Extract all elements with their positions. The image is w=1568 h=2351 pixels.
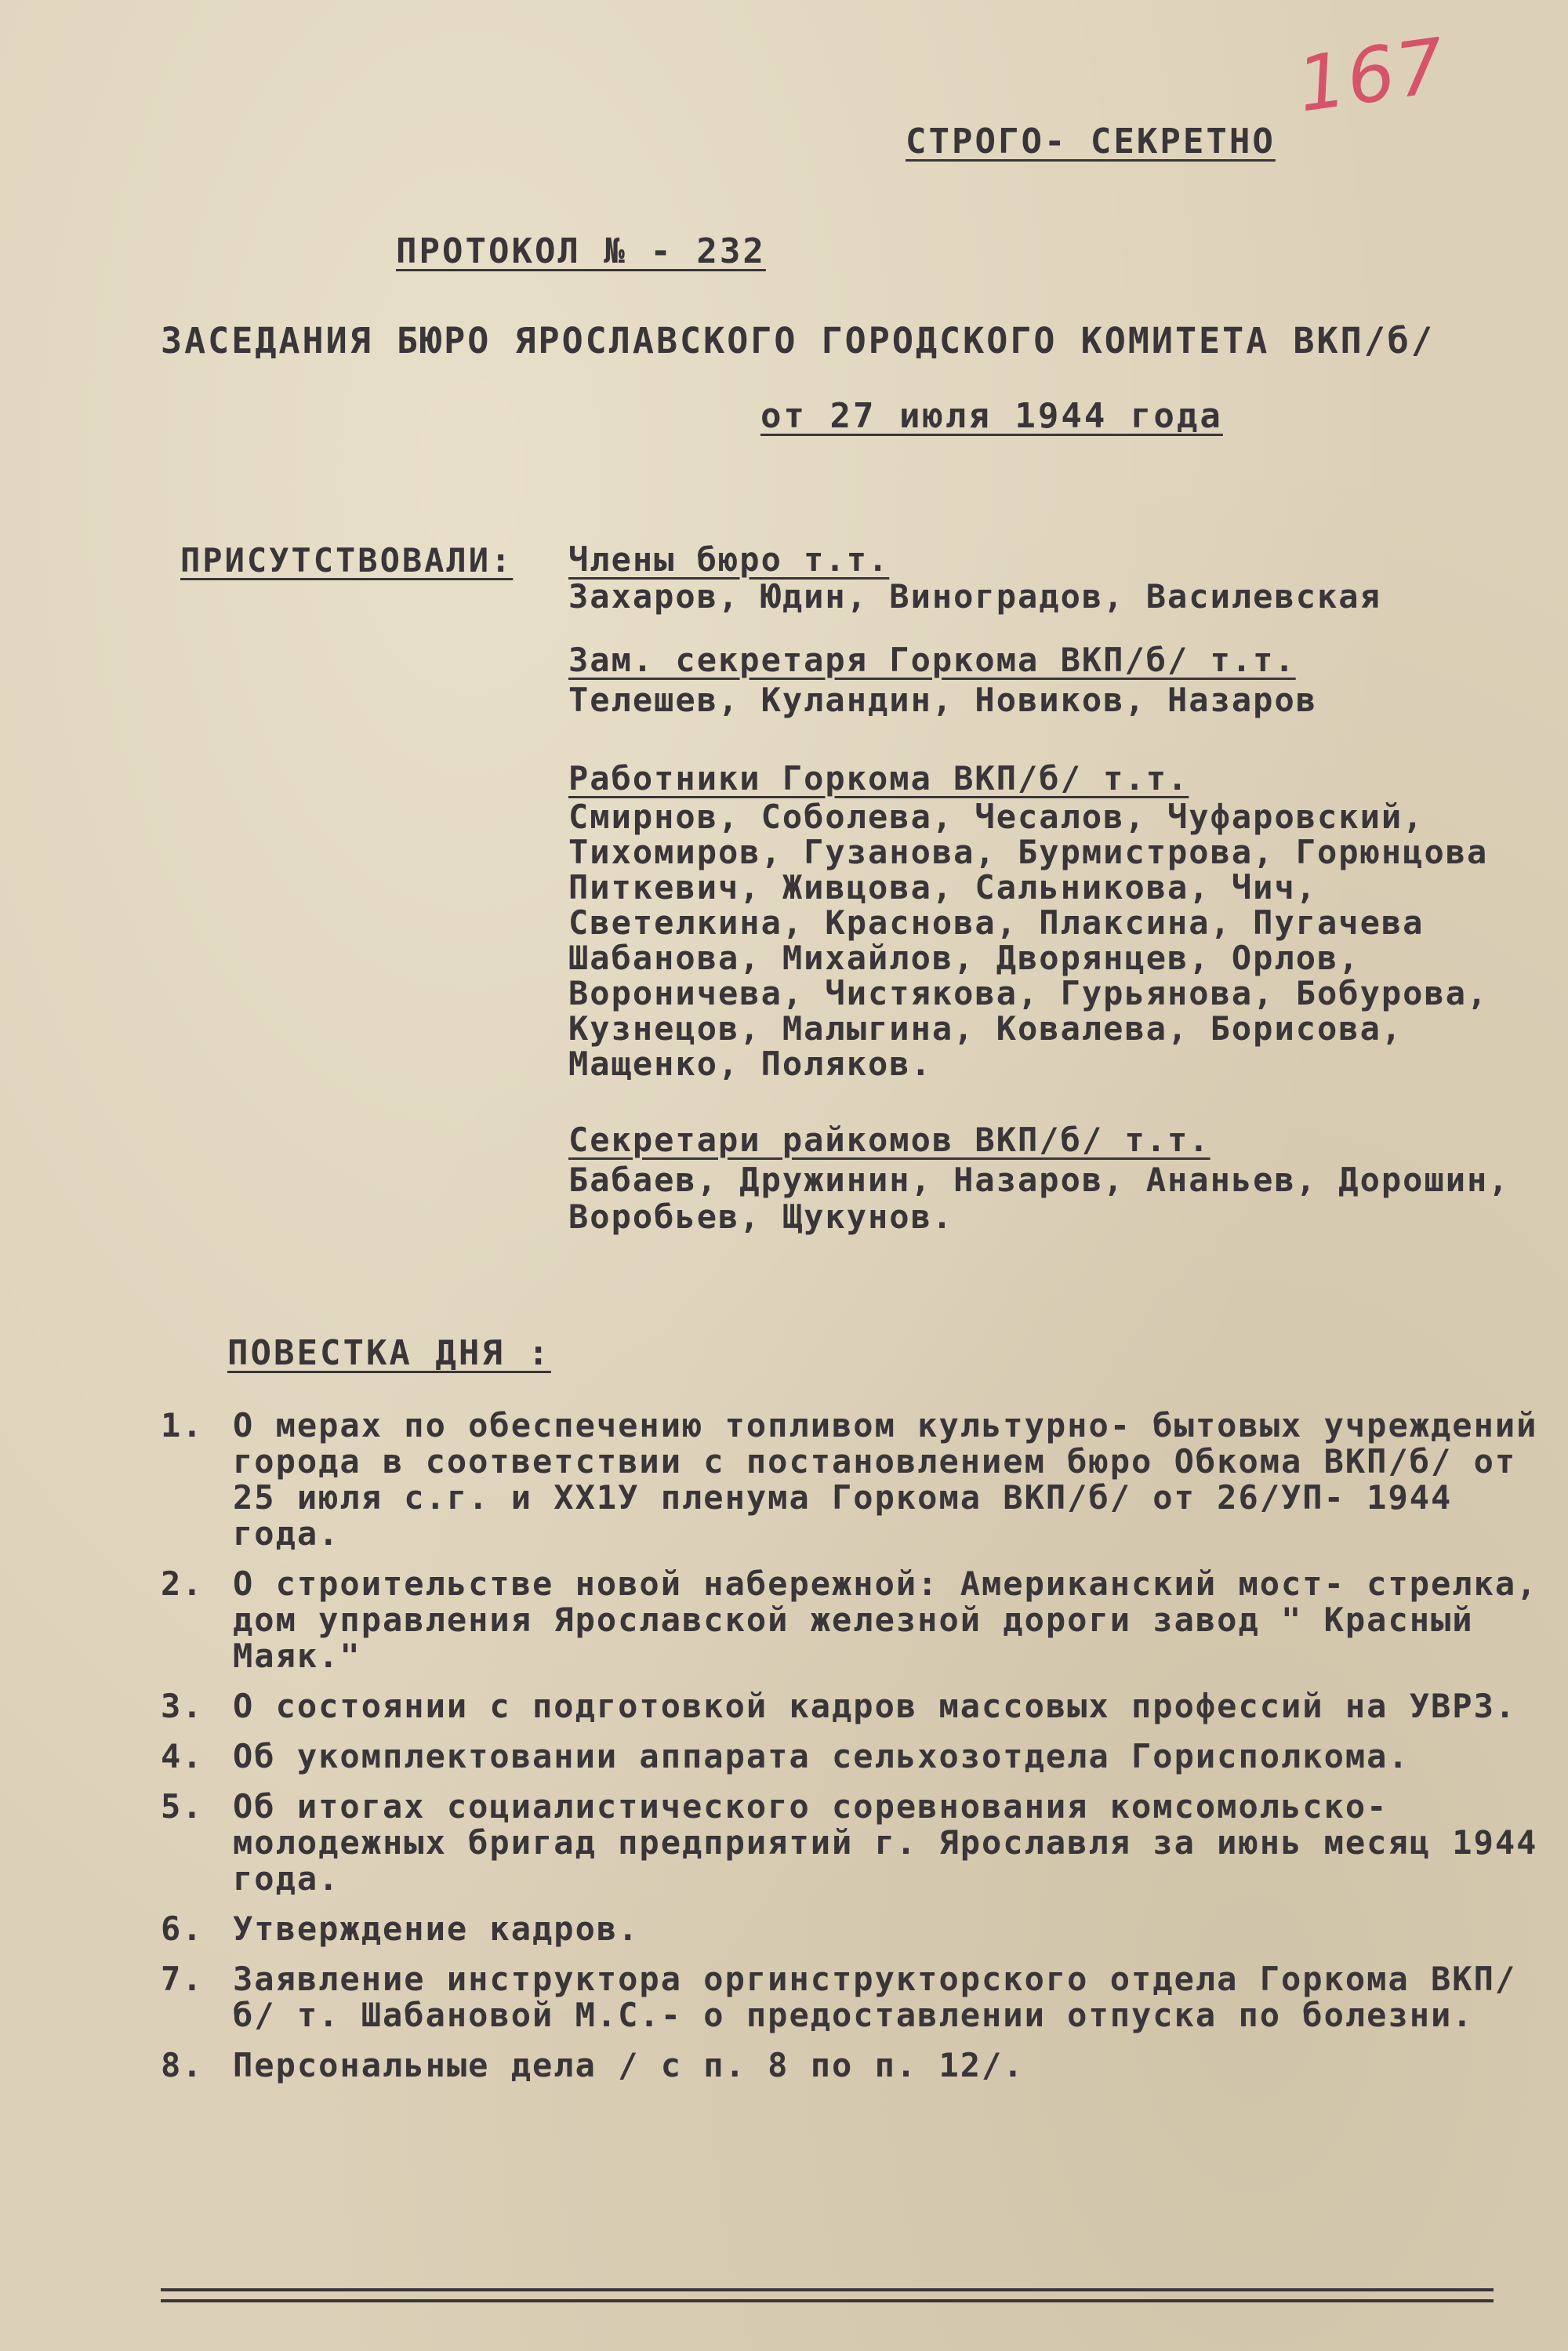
agenda-list <box>161 1408 1541 2098</box>
agenda-item-number: 4. <box>161 1737 204 1775</box>
attendance-raikom-secretaries <box>568 1121 1556 1235</box>
agenda-item-number: 8. <box>161 2046 204 2084</box>
agenda-item <box>161 1739 1541 1775</box>
meeting-date: от 27 июля 1944 года <box>760 396 1223 436</box>
agenda-title: ПОВЕСТКА ДНЯ : <box>227 1333 551 1373</box>
attendance-names: Бабаев, Дружинин, Назаров, Ананьев, Дорошин, Воробьев, Щукунов. <box>568 1161 1510 1236</box>
agenda-item-number: 2. <box>161 1564 204 1603</box>
bottom-double-rule-upper <box>161 2288 1494 2291</box>
agenda-item-number: 7. <box>161 1960 204 1998</box>
attendance-names: Захаров, Юдин, Виноградов, Василевская <box>568 577 1381 616</box>
agenda-item-number: 5. <box>161 1787 204 1826</box>
attendance-deputy-secretaries <box>568 641 1556 718</box>
agenda-item-number: 3. <box>161 1687 204 1725</box>
attendance-bureau-members <box>568 541 1556 615</box>
agenda-item <box>161 2048 1541 2084</box>
agenda-item <box>161 1566 1541 1674</box>
agenda-item-number: 6. <box>161 1910 204 1948</box>
attendance-header: Зам. секретаря Горкома ВКП/б/ т.т. <box>568 641 1296 679</box>
classification-stamp: СТРОГО- СЕКРЕТНО <box>906 122 1276 162</box>
agenda-item <box>161 1961 1541 2033</box>
agenda-item-text: Об укомплектовании аппарата сельхозотдела Горисполкома. <box>233 1737 1410 1775</box>
agenda-item-text: О состоянии с подготовкой кадров массовых профессий на УВРЗ. <box>233 1687 1517 1725</box>
agenda-item <box>161 1911 1541 1947</box>
agenda-item-text: Об итогах социалистического соревнования комсомольско- молодежных бригад предприятий г. Ярославля за июнь месяц 1944 года. <box>233 1787 1538 1898</box>
handwritten-page-number: 167 <box>1292 21 1452 129</box>
attendance-header: Секретари райкомов ВКП/б/ т.т. <box>568 1121 1210 1159</box>
agenda-item <box>161 1789 1541 1897</box>
bottom-double-rule-lower <box>161 2299 1494 2302</box>
attendance-header: Работники Горкома ВКП/б/ т.т. <box>568 759 1189 798</box>
agenda-item-text: Персональные дела / с п. 8 по п. 12/. <box>233 2046 1025 2084</box>
agenda-item-text: О строительстве новой набережной: Американский мост- стрелка, дом управления Ярославской железной дороги завод " Красный Маяк." <box>233 1564 1538 1675</box>
protocol-title: ПРОТОКОЛ № - 232 <box>396 231 766 271</box>
agenda-item-number: 1. <box>161 1406 204 1444</box>
agenda-item <box>161 1688 1541 1724</box>
agenda-item <box>161 1408 1541 1552</box>
attendance-names: Смирнов, Соболева, Чесалов, Чуфаровский, Тихомиров, Гузанова, Бурмистрова, Горюнцова Питкевич, Живцова, Сальникова, Чич, Светелкина, Краснова, Плаксина, Пугачева Шабанова, Михайлов, Дворянцев, Орлов, Вороничева, Чистякова, Гурьянова, Бобурова, Кузнецов, Малыгина, Ковалева, Борисова, Мащенко, Поляков. <box>568 798 1489 1083</box>
agenda-item-text: Заявление инструктора оргинструкторского отдела Горкома ВКП/б/ т. Шабановой М.С.- о предоставлении отпуска по болезни. <box>233 1960 1517 2034</box>
attendance-names: Телешев, Куландин, Новиков, Назаров <box>568 681 1318 719</box>
meeting-title: ЗАСЕДАНИЯ БЮРО ЯРОСЛАВСКОГО ГОРОДСКОГО КОМИТЕТА ВКП/б/ <box>161 320 1435 362</box>
attendance-header: Члены бюро т.т. <box>568 540 890 579</box>
agenda-item-text: Утверждение кадров. <box>233 1910 640 1948</box>
present-label: ПРИСУТСТВОВАЛИ: <box>180 541 514 580</box>
attendance-gorkom-staff <box>568 761 1556 1081</box>
agenda-item-text: О мерах по обеспечению топливом культурно- бытовых учреждений города в соответствии с постановлением бюро Обкома ВКП/б/ от 25 июля с.г. и ХХ1У пленума Горкома ВКП/б/ от 26/УП- 1944 года. <box>233 1406 1538 1553</box>
